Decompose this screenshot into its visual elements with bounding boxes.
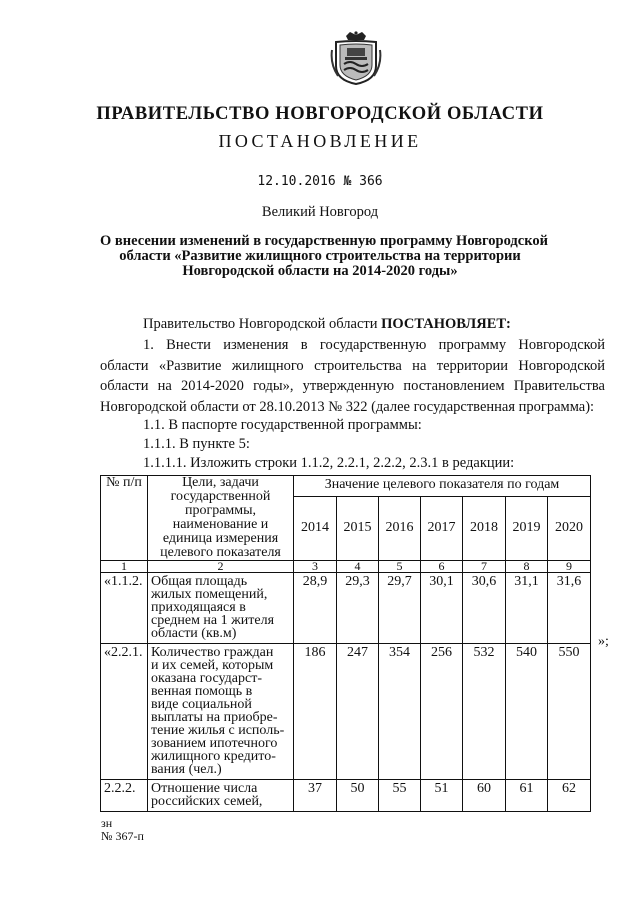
value-cell: 540 [506, 644, 548, 780]
value-cell: 60 [463, 780, 506, 812]
value-cell: 247 [337, 644, 379, 780]
year-header: 2015 [337, 496, 379, 560]
description-line: Количество граждан [151, 645, 274, 660]
novgorod-coat-of-arms-icon [330, 30, 382, 86]
value-cell: 354 [379, 644, 421, 780]
row-code: «1.1.2. [101, 573, 148, 644]
paragraph-line: Новгородской области от 28.10.2013 № 322 (далее государственная программа): [100, 398, 595, 415]
value-cell: 50 [337, 780, 379, 812]
description-line: вания (чел.) [151, 762, 222, 777]
subject-line: Новгородской области на 2014-2020 годы» [182, 263, 458, 279]
year-header: 2014 [294, 496, 337, 560]
column-index: 3 [294, 561, 337, 573]
table-row [101, 780, 591, 812]
description-line: среднем на 1 жителя [151, 613, 275, 628]
value-cell: 30,1 [421, 573, 463, 644]
value-cell: 256 [421, 644, 463, 780]
closing-quote-mark: »; [598, 634, 609, 649]
description-line: венная помощь в [151, 684, 253, 699]
value-cell: 532 [463, 644, 506, 780]
footer-note [101, 817, 144, 843]
table-row [101, 573, 591, 644]
description-line: зованием ипотечного [151, 736, 278, 751]
value-cell: 61 [506, 780, 548, 812]
year-header: 2016 [379, 496, 421, 560]
footer-line: зн [101, 816, 113, 830]
paragraph-1 [100, 335, 605, 417]
value-cell: 51 [421, 780, 463, 812]
city: Великий Новгород [261, 204, 379, 220]
paragraph-1-1-1-1: 1.1.1.1. Изложить строки 1.1.2, 2.2.1, 2.2.2, 2.3.1 в редакции: [143, 455, 515, 471]
description-line: выплаты на приобре- [151, 710, 278, 725]
description-line: оказана государст- [151, 671, 262, 686]
paragraph-line: области «Развитие жилищного строительства на территории Новгородской [100, 357, 605, 374]
value-cell: 29,3 [337, 573, 379, 644]
description-line: Общая площадь [151, 574, 248, 589]
value-cell: 550 [548, 644, 591, 780]
description-line: и их семей, которым [151, 658, 274, 673]
description-line: тение жилья с исполь- [151, 723, 285, 738]
column-index: 6 [421, 561, 463, 573]
intro-text: Правительство Новгородской области [143, 316, 382, 332]
description-line: области (кв.м) [151, 626, 237, 641]
description-line: приходящаяся в [151, 600, 246, 615]
paragraph-line: области на 2014-2020 годы», утвержденную постановлением Правительства [100, 378, 605, 394]
description-line: жилых помещений, [151, 587, 268, 602]
paragraph-1-1: 1.1. В паспорте государственной программы: [143, 417, 422, 433]
row-description [148, 573, 294, 644]
date-and-number: 12.10.2016 № 366 [257, 174, 383, 189]
description-line: виде социальной [151, 697, 252, 712]
year-header: 2019 [506, 496, 548, 560]
resolves-keyword: ПОСТАНОВЛЯЕТ: [381, 316, 511, 332]
value-cell: 28,9 [294, 573, 337, 644]
column-index: 8 [506, 561, 548, 573]
description-line: Отношение числа [151, 781, 258, 796]
document-type: ПОСТАНОВЛЕНИЕ [218, 131, 422, 151]
value-cell: 186 [294, 644, 337, 780]
value-cell: 29,7 [379, 573, 421, 644]
intro-paragraph [143, 314, 640, 335]
year-header: 2020 [548, 496, 591, 560]
column-index: 5 [379, 561, 421, 573]
document-subject [100, 233, 548, 279]
subject-line: области «Развитие жилищного строительства на территории [119, 248, 521, 264]
value-cell: 31,1 [506, 573, 548, 644]
value-cell: 37 [294, 780, 337, 812]
year-header: 2018 [463, 496, 506, 560]
column-index: 1 [101, 561, 148, 573]
column-header-goal: Цели, задачи государственной программы, наименование и единица измерения целевого показателя [148, 476, 294, 561]
table-row [101, 644, 591, 780]
value-cell: 62 [548, 780, 591, 812]
row-code: 2.2.2. [101, 780, 148, 812]
column-header-number: № п/п [101, 476, 148, 561]
row-description [148, 780, 294, 812]
column-index: 2 [148, 561, 294, 573]
column-index: 7 [463, 561, 506, 573]
government-title: ПРАВИТЕЛЬСТВО НОВГОРОДСКОЙ ОБЛАСТИ [96, 104, 544, 124]
column-header-values-by-year: Значение целевого показателя по годам [294, 476, 591, 497]
value-cell: 55 [379, 780, 421, 812]
value-cell: 30,6 [463, 573, 506, 644]
column-index-row [101, 561, 591, 573]
indicators-table [100, 475, 591, 812]
footer-line: № 367-п [101, 829, 144, 843]
row-description [148, 644, 294, 780]
description-line: жилищного кредито- [151, 749, 276, 764]
column-index: 9 [548, 561, 591, 573]
description-line: российских семей, [151, 794, 263, 809]
subject-line: О внесении изменений в государственную программу Новгородской [100, 233, 548, 249]
row-code: «2.2.1. [101, 644, 148, 780]
paragraph-1-1-1: 1.1.1. В пункте 5: [143, 436, 250, 452]
paragraph-line: 1. Внести изменения в государственную программу Новгородской [143, 337, 605, 353]
year-header: 2017 [421, 496, 463, 560]
column-index: 4 [337, 561, 379, 573]
value-cell: 31,6 [548, 573, 591, 644]
